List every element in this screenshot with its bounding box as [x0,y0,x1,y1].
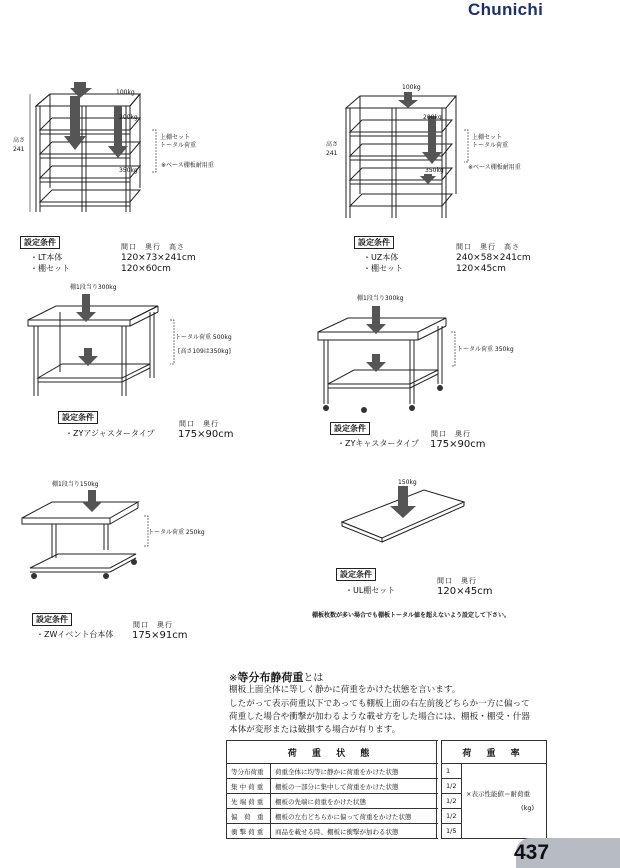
uz-load-top: 100kg [402,84,421,91]
brand-logo: Chunichi [468,0,544,19]
load-type-name: 偏 荷 重 [227,809,271,824]
zw-condition-item-1: ・ZWイベント台本体 [36,630,114,639]
load-rate-value: 1/2 [442,809,462,824]
lt-load-mid: 200kg [119,114,138,121]
zya-callout-bracket [168,318,178,366]
load-table-header-row [227,741,547,764]
uz-load-low: 350kg [425,167,444,174]
load-state-header: 荷 重 状 態 [227,741,437,764]
lt-height-value: 241 [13,146,25,153]
load-rate-value: 1/5 [442,824,462,839]
zya-dimension-value-1: 175×90cm [178,429,234,440]
explanation-heading-mark: ※ [229,673,238,684]
lt-callout-2: トータル荷重 [160,142,197,149]
load-type-description: 棚板の先端に荷重をかけた状態 [271,794,437,809]
load-type-description: 棚板の左右どちらかに偏って荷重をかけた状態 [271,809,437,824]
zyc-condition-item-1: ・ZYキャスタータイプ [337,439,419,448]
zya-total-load-note: [高さ109は350kg] [178,348,231,355]
explanation-line-1: 棚板上面全体に等しく静かに荷重をかけた状態を言います。 [229,685,461,695]
lt-height-label: 高さ [13,137,26,144]
lt-callout-1: 上棚セット [160,134,191,141]
uz-callout-1: 上棚セット [472,134,503,141]
uz-condition-item-2: ・棚セット [363,264,403,273]
explanation-heading-tail: とは [303,673,324,684]
zw-per-shelf-load: 棚1段当り150kg [52,481,99,488]
load-type-name: 等分布荷重 [227,764,271,779]
load-type-description: 荷重全体に均等に静かに荷重をかけた状態 [271,764,437,779]
uz-callout-2: トータル荷重 [472,142,509,149]
uz-condition-item-1: ・UZ本体 [363,253,399,262]
uz-dimension-value-1: 240×58×241cm [456,253,531,263]
ul-note: 棚板枚数が多い場合でも棚板トータル値を超えないよう設定して下さい。 [312,612,511,619]
ul-load: 150kg [398,479,417,486]
zw-dimension-value-1: 175×91cm [132,630,188,641]
load-type-description: 商品を載せる時、棚板に衝撃が加わる状態 [271,824,437,839]
load-type-description: 棚板の一部分に集中して荷重をかけた状態 [271,779,437,794]
lt-callout-bracket [150,128,160,174]
uz-dimension-value-2: 120×45cm [456,264,506,274]
zya-dimension-header: 間口 奥行 [179,420,219,428]
table-row [227,764,547,779]
zw-dimension-header: 間口 奥行 [133,621,173,629]
uz-note: ※ベース棚板耐用重 [468,164,521,171]
zyc-dimension-value-1: 175×90cm [430,439,486,450]
zya-condition-tag: 設定条件 [58,411,98,424]
explanation-line-4: 本体が変形または破損する場合が有ります。 [229,725,401,735]
load-rate-value: 1/2 [442,794,462,809]
zw-condition-tag: 設定条件 [32,613,72,626]
uz-callout-bracket [462,128,472,164]
zya-total-load: トータル荷重 500kg [175,334,232,341]
ul-condition-item-1: ・UL棚セット [345,586,396,595]
load-rate-value: 1 [442,764,462,779]
load-type-name: 先 端 荷 重 [227,794,271,809]
uz-height-value: 241 [326,150,338,157]
zy-caster-illustration [314,302,454,414]
uz-dimension-header: 間口 奥行 高さ [456,243,520,251]
zyc-condition-tag: 設定条件 [330,422,370,435]
load-formula-unit: (kg) [521,804,534,812]
zya-condition-item-1: ・ZYアジャスタータイプ [65,429,155,438]
load-type-name: 衝 撃 荷 重 [227,824,271,839]
load-rate-header: 荷 重 率 [442,741,547,764]
lt-condition-tag: 設定条件 [20,236,60,249]
lt-condition-item-1: ・LT本体 [30,253,63,262]
zyc-total-load: トータル荷重 350kg [457,346,514,353]
zya-per-shelf-load: 棚1段当り300kg [70,284,117,291]
lt-load-top: 100kg [116,89,135,96]
zy-adjuster-illustration [20,292,170,404]
explanation-heading [229,669,323,685]
lt-load-low: 350kg [119,167,138,174]
page-number: 437 [514,841,550,864]
lt-dimension-header: 間口 奥行 高さ [121,243,185,251]
load-rate-value: 1/2 [442,779,462,794]
explanation-line-2: したがって表示荷重以下であっても棚板上面の右左前後どちらか一方に偏って [229,699,530,709]
load-type-name: 集 中 荷 重 [227,779,271,794]
zyc-dimension-header: 間口 奥行 [431,430,471,438]
lt-dimension-value-2: 120×60cm [121,264,171,274]
load-condition-table [226,740,547,839]
zw-total-load: トータル荷重 250kg [148,529,205,536]
lt-note: ※ベース棚板耐用重 [161,162,214,169]
uz-load-mid: 200kg [423,114,442,121]
explanation-heading-term: 等分布静荷重 [237,671,304,684]
uz-height-label: 高さ [326,141,339,148]
lt-dimension-value-1: 120×73×241cm [121,253,196,263]
load-rate-formula [462,764,547,839]
ul-condition-tag: 設定条件 [336,568,376,581]
zyc-per-shelf-load: 棚1段当り300kg [357,295,404,302]
uz-condition-tag: 設定条件 [354,236,394,249]
ul-dimension-header: 間口 奥行 [437,577,477,585]
zw-event-table-illustration [18,488,154,588]
explanation-line-3: 荷重した場合や衝撃が加わるような載せ方をした場合には、棚板・棚受・什器 [229,712,530,722]
load-formula-text: ×表示性能値＝耐荷重 [466,790,530,798]
lt-condition-item-2: ・棚セット [30,264,70,273]
ul-dimension-value-1: 120×45cm [437,586,493,597]
uz-shelf-illustration [336,90,466,230]
